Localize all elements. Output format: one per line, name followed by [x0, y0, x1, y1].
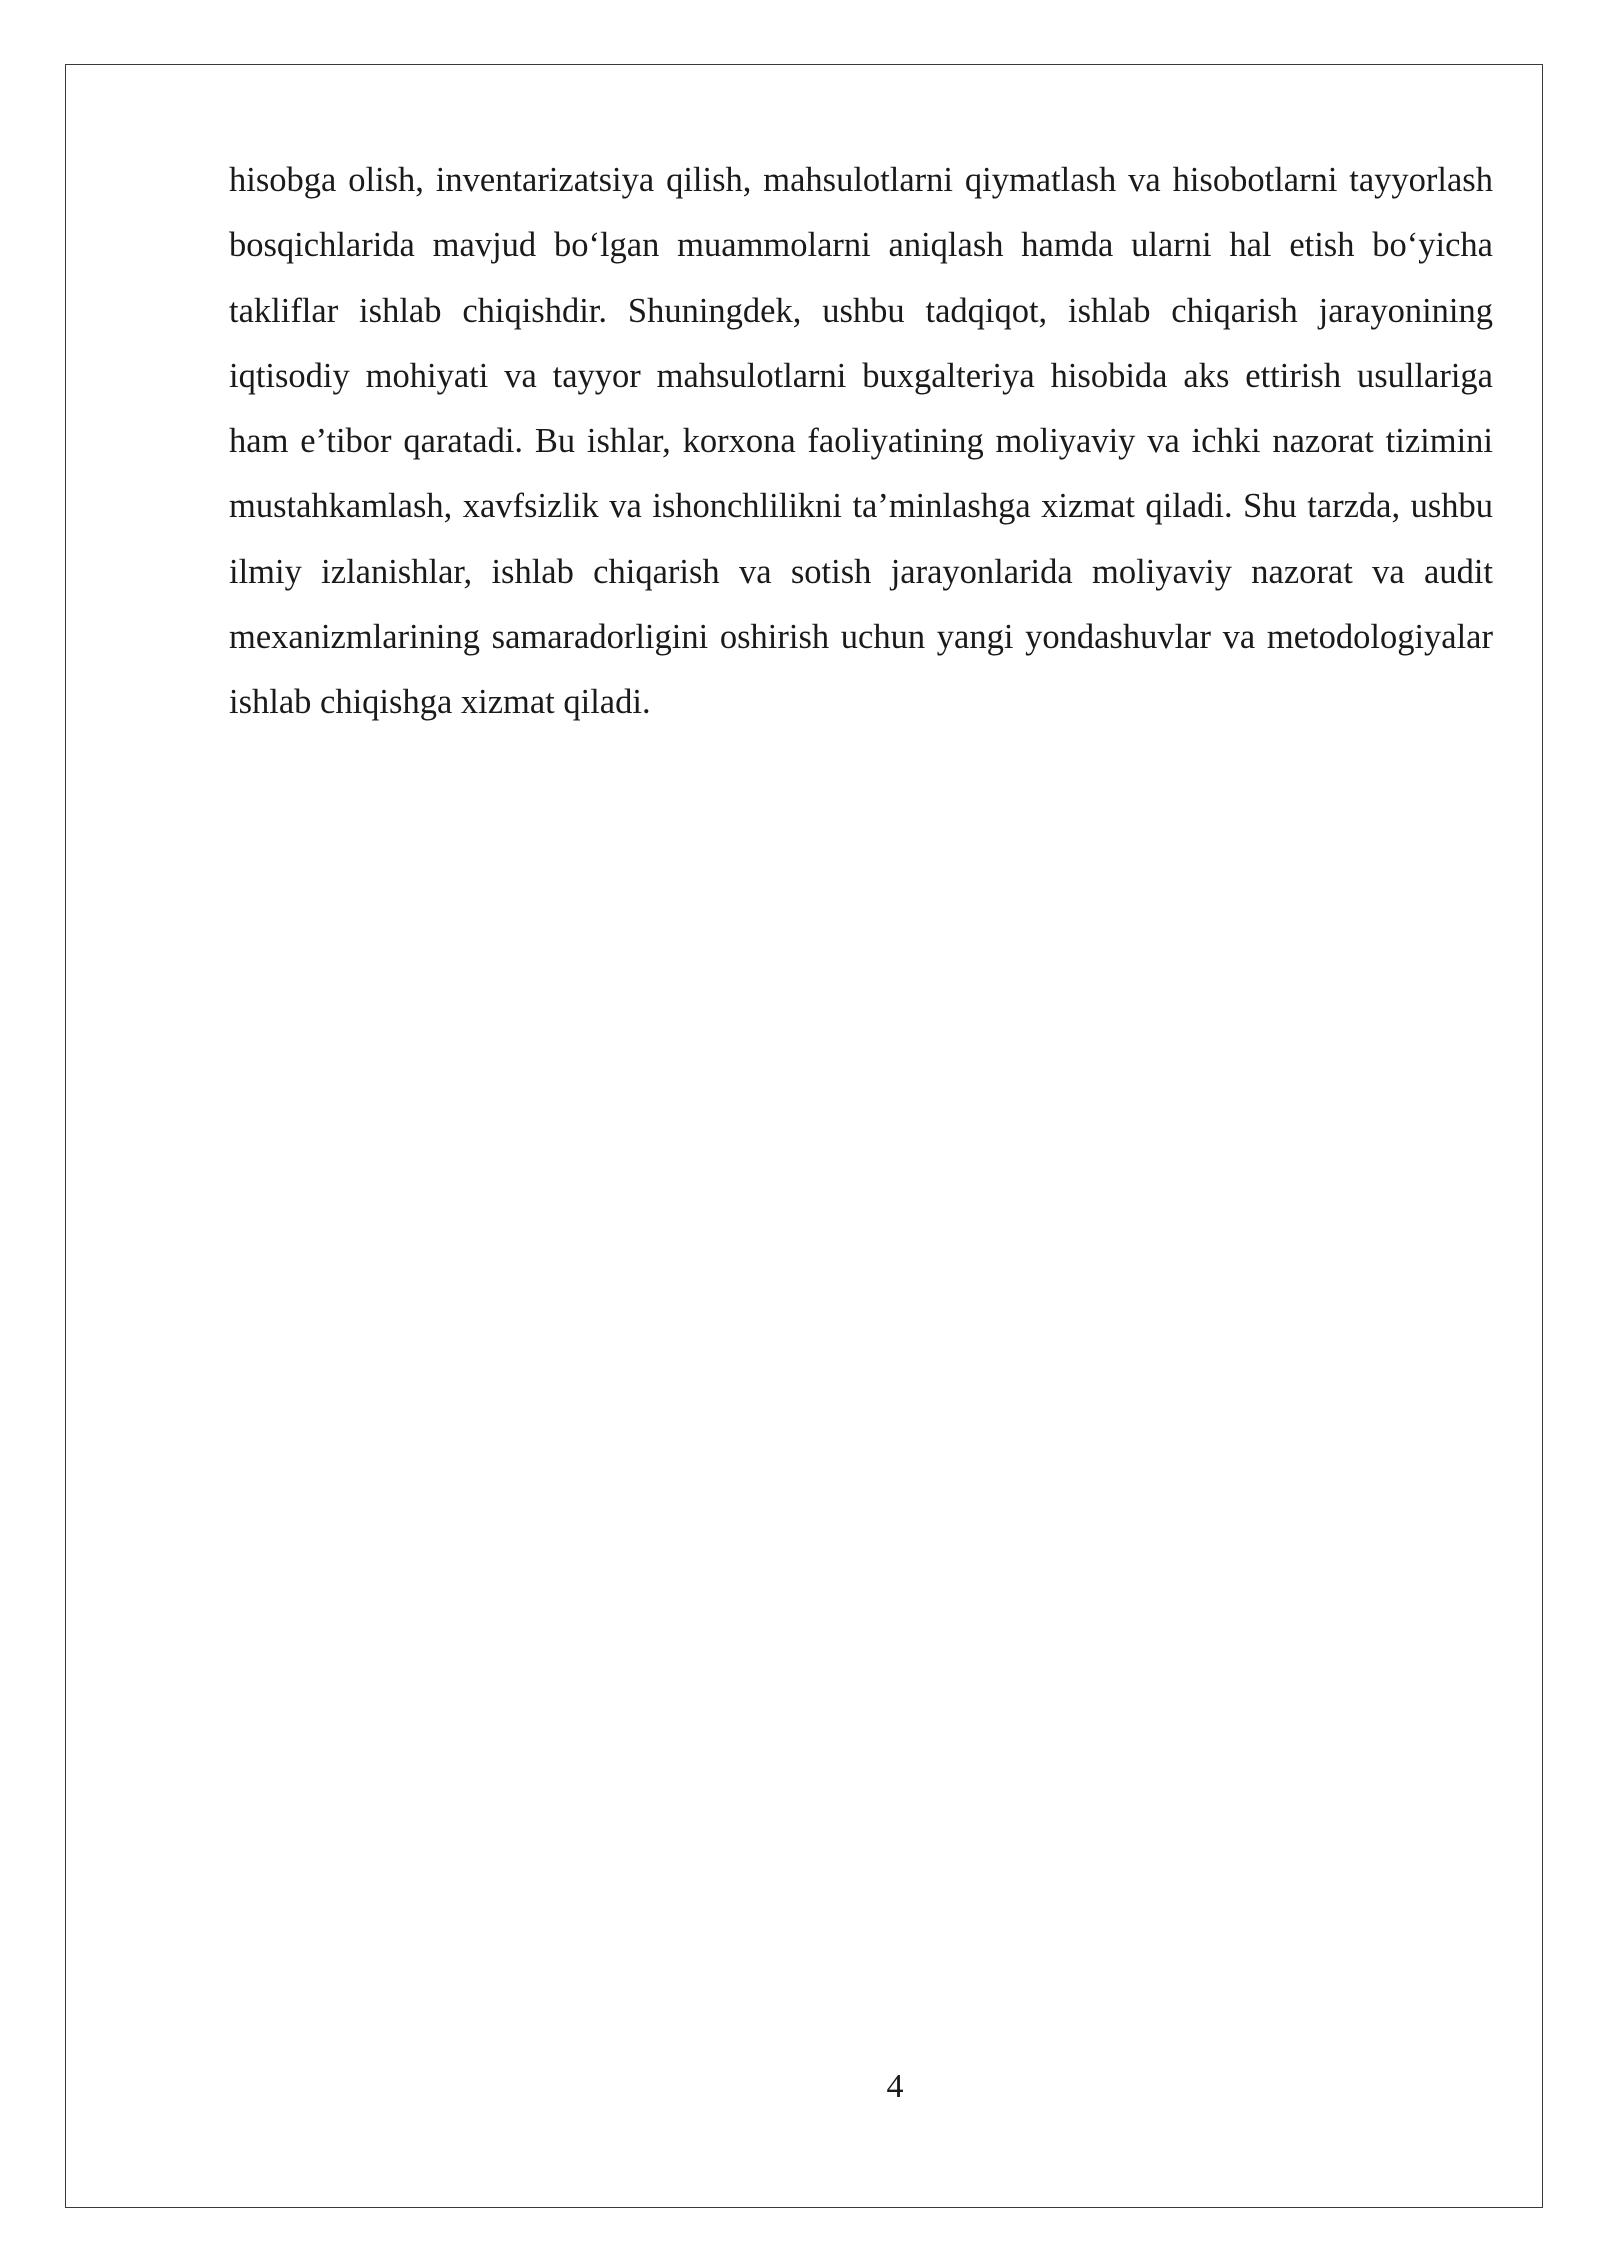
body-paragraph: hisobga olish, inventarizatsiya qilish, mahsulotlarni qiymatlash va hisobotlarni tayyorlash bosqichlarida mavjud bo‘lgan muammolarni aniqlash hamda ularni hal etish bo‘yicha takliflar ishlab chiqishdir. Shuningdek, ushbu tadqiqot, ishlab chiqarish jarayonining iqtisodiy mohiyati va tayyor mahsulotlarni buxgalteriya hisobida aks ettirish usullariga ham e’tibor qaratadi. Bu ishlar, korxona faoliyatining moliyaviy va ichki nazorat tizimini mustahkamlash, xavfsizlik va ishonchlilikni ta’minlashga xizmat qiladi. Shu tarzda, ushbu ilmiy izlanishlar, ishlab chiqarish va sotish jarayonlarida moliyaviy nazorat va audit mexanizmlarining samaradorligini oshirish uchun yangi yondashuvlar va metodologiyalar ishlab chiqishga xizmat qiladi. — [229, 161, 1493, 722]
page-number: 4 — [886, 2068, 904, 2105]
